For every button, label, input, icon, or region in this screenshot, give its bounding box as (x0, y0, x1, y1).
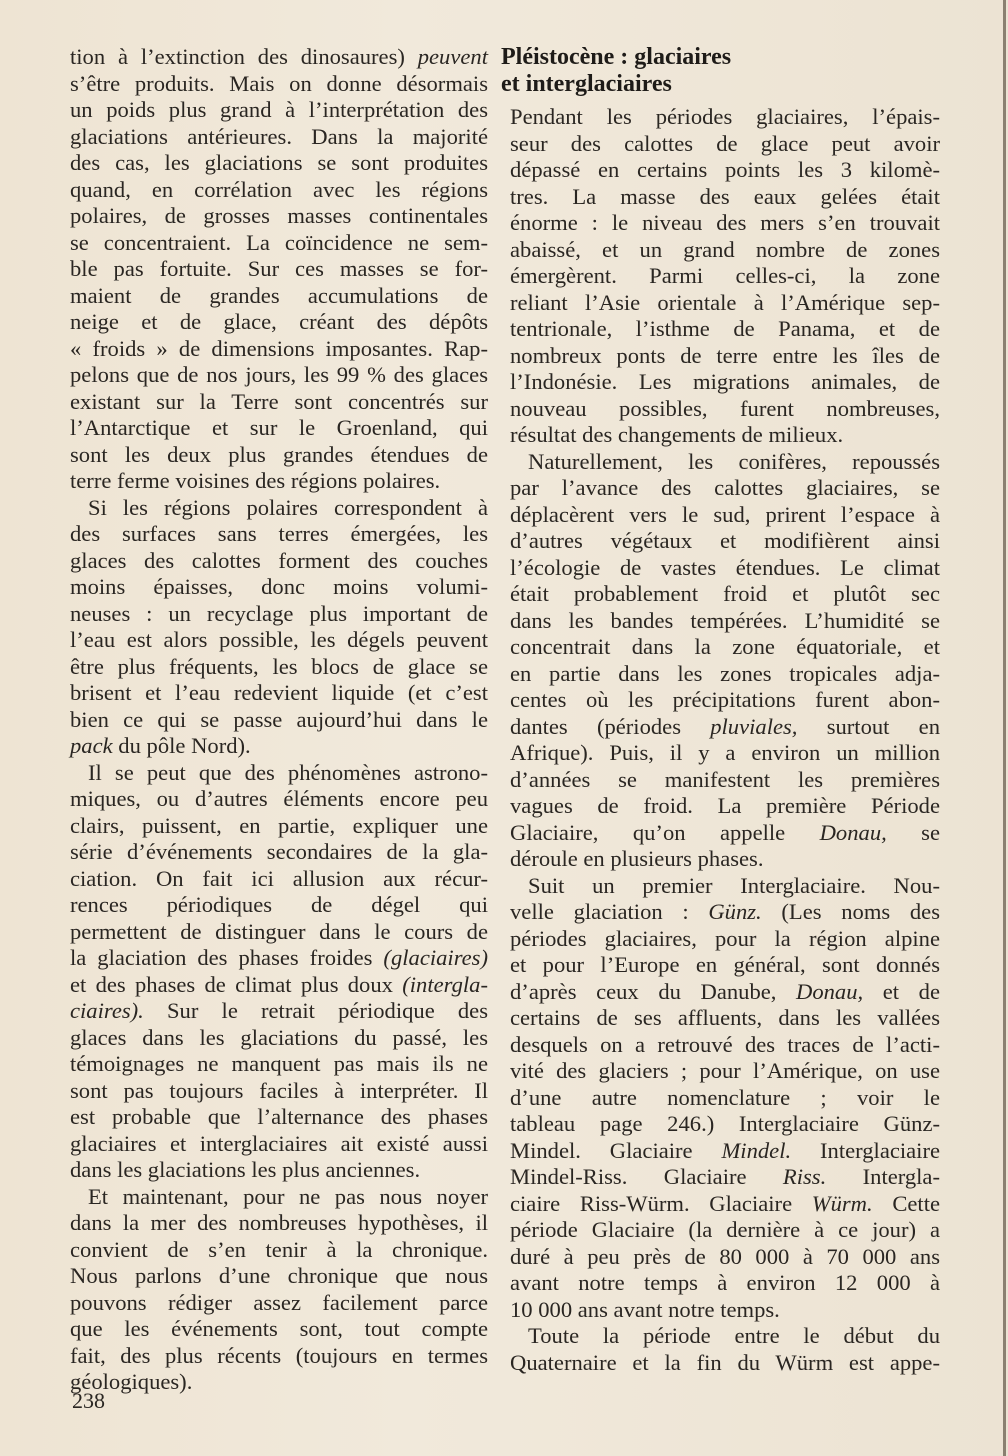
page-number: 238 (72, 1388, 105, 1413)
line-text: nouveau possibles, furent nombreuses, (510, 395, 940, 421)
text-line (510, 1032, 940, 1059)
text-line (70, 150, 488, 177)
text-line (510, 396, 940, 423)
line-text: glaces dans les glaciations du passé, les (70, 1024, 488, 1050)
italic-term: pack (70, 733, 113, 758)
text-line (510, 873, 940, 900)
text-line (510, 422, 940, 449)
text-line (70, 548, 488, 575)
text-line (70, 707, 488, 734)
italic-term: Günz. (708, 899, 762, 924)
text-line (510, 608, 940, 635)
italic-term: Donau, (819, 819, 887, 845)
line-text: desquels on a retrouvé des traces de l’acti- (510, 1031, 940, 1057)
text-line (70, 945, 488, 972)
line-text: sont pas toujours faciles à interpréter. Il (70, 1077, 488, 1103)
line-text: Il se peut que des phénomènes astrono- (88, 759, 488, 785)
line-text: d’une autre nomenclature ; voir le (510, 1084, 940, 1110)
line-text: quand, en corrélation avec les régions (70, 176, 488, 202)
text-line (510, 1085, 940, 1112)
text-line (510, 369, 940, 396)
text-line (70, 1237, 488, 1264)
text-line (510, 263, 940, 290)
italic-term: peuvent (417, 44, 488, 69)
line-text: Si les régions polaires correspondent à (88, 494, 488, 520)
text-line (70, 44, 488, 71)
line-text: l’écologie de vastes étendues. Le climat (510, 554, 940, 580)
text-line (510, 343, 940, 370)
line-text: des surfaces sans terres émergées, les (70, 521, 488, 546)
line-text: maient de grandes accumulations de (70, 282, 488, 308)
line-text: et de (863, 978, 940, 1004)
text-line (70, 1025, 488, 1052)
line-text: par l’avance des calottes glaciaires, se (510, 475, 940, 500)
line-text: « froids » de dimensions imposantes. Rap- (70, 335, 488, 361)
text-line (70, 654, 488, 681)
line-text: 10 000 ans avant notre temps. (510, 1296, 780, 1322)
line-text: concentrait dans la zone équatoriale, et (510, 634, 940, 659)
text-line (510, 449, 940, 476)
text-line (510, 316, 940, 343)
line-text: se (886, 819, 940, 845)
text-line (510, 555, 940, 582)
line-text: était probablement froid et plutôt sec (510, 581, 940, 606)
text-line (510, 846, 940, 873)
line-text: Pendant les périodes glaciaires, l’épais- (510, 104, 940, 129)
line-text: tion à l’extinction des dinosaures) (70, 44, 418, 69)
text-line (70, 998, 488, 1025)
text-line (70, 468, 488, 495)
text-line (70, 362, 488, 389)
text-line (70, 574, 488, 601)
text-line (510, 899, 940, 926)
italic-term: ciaires). (70, 998, 144, 1023)
italic-term: Würm. (811, 1190, 873, 1216)
page-binding-edge (1003, 0, 1006, 1456)
line-text: surtout en (797, 713, 940, 739)
line-text: glaces des calottes forment des couches (70, 547, 488, 573)
line-text: se concentraient. La coïncidence ne sem- (70, 229, 488, 255)
line-text: dépassé en certains points les 3 kilomè- (510, 157, 940, 182)
line-text: série d’événements secondaires de la gla- (70, 839, 488, 864)
text-line (510, 1297, 940, 1324)
line-text: ciaire Riss-Würm. Glaciaire (510, 1190, 812, 1216)
line-text: clairs, puissent, en partie, expliquer une (70, 812, 488, 838)
text-line (70, 972, 488, 999)
left-column (70, 44, 488, 1396)
line-text: Interglaciaire (791, 1137, 941, 1163)
line-text: la glaciation des phases froides (70, 945, 384, 970)
line-text: abaissé, et un grand nombre de zones (510, 236, 940, 262)
line-text: (Les noms des (761, 899, 940, 924)
right-column-body (510, 104, 940, 1376)
line-text: terre ferme voisines des régions polaires. (70, 468, 441, 493)
text-line (70, 680, 488, 707)
line-text: d’années se manifestent les premières (510, 766, 940, 792)
line-text: Afrique). Puis, il y a environ un million (510, 740, 940, 765)
line-text: avant notre temps à environ 12 000 à (510, 1270, 940, 1295)
line-text: nombreux ponts de terre entre les îles de (510, 342, 940, 368)
line-text: dans les glaciations les plus anciennes. (70, 1157, 421, 1182)
text-line (70, 309, 488, 336)
line-text: Nous parlons d’une chronique que nous (70, 1263, 488, 1288)
line-text: est probable que l’alternance des phases (70, 1104, 488, 1129)
text-line (70, 813, 488, 840)
text-line (70, 866, 488, 893)
line-text: témoignages ne manquent pas mais ils ne (70, 1051, 488, 1076)
line-text: moins épaisses, donc moins volumi- (70, 574, 488, 599)
text-line (70, 1263, 488, 1290)
text-line (70, 919, 488, 946)
text-line (510, 661, 940, 688)
line-text: ciation. On fait ici allusion aux récur- (70, 865, 488, 891)
line-text: déroule en plusieurs phases. (510, 846, 764, 871)
line-text: existant sur la Terre sont concentrés sur (70, 388, 488, 414)
line-text: bien ce qui se passe aujourd’hui dans le (70, 706, 488, 732)
line-text: et pour l’Europe en général, sont donnés (510, 952, 940, 977)
line-text: dans la mer des nombreuses hypothèses, il (70, 1210, 488, 1235)
line-text: neuses : un recyclage plus important de (70, 600, 488, 626)
line-text: vagues de froid. La première Période (510, 793, 940, 818)
italic-term: Riss. (782, 1164, 827, 1189)
text-line (510, 1111, 940, 1138)
text-line (70, 1104, 488, 1131)
line-text: et des phases de climat plus doux (70, 971, 403, 997)
text-line (70, 283, 488, 310)
line-text: tres. La masse des eaux gelées était (510, 183, 940, 209)
italic-term: (intergla- (402, 971, 488, 997)
line-text: tableau page 246.) Interglaciaire Günz- (510, 1111, 940, 1136)
right-column (501, 44, 941, 1376)
text-line (70, 760, 488, 787)
text-line (70, 1316, 488, 1343)
text-line (70, 495, 488, 522)
text-line (510, 740, 940, 767)
line-text: neige et de glace, créant des dépôts (70, 309, 488, 334)
line-text: Quaternaire et la fin du Würm est appe- (510, 1349, 940, 1375)
italic-term: Donau, (796, 978, 864, 1004)
line-text: que les événements sont, tout compte (70, 1316, 488, 1341)
text-line (510, 237, 940, 264)
text-line (510, 1323, 940, 1350)
line-text: Sur le retrait périodique des (143, 998, 488, 1023)
text-line (510, 1058, 940, 1085)
line-text: Naturellement, les conifères, repoussés (528, 448, 940, 474)
text-line (70, 124, 488, 151)
text-line (70, 1343, 488, 1370)
line-text: d’après ceux du Danube, (510, 978, 797, 1004)
line-text: centes où les précipitations furent abon- (510, 687, 940, 712)
text-line (510, 793, 940, 820)
text-line (70, 230, 488, 257)
text-line (510, 1138, 940, 1165)
line-text: géologiques). (70, 1369, 193, 1394)
line-text: seur des calottes de glace peut avoir (510, 130, 940, 156)
line-text: Suit un premier Interglaciaire. Nou- (528, 872, 940, 898)
line-text: Intergla- (826, 1164, 940, 1189)
line-text: velle glaciation : (510, 899, 709, 924)
text-line (510, 1164, 940, 1191)
text-line (510, 634, 940, 661)
text-line (510, 581, 940, 608)
line-text: l’Indonésie. Les migrations animales, de (510, 369, 940, 394)
text-line (70, 601, 488, 628)
text-line (70, 1157, 488, 1184)
line-text: s’être produits. Mais on donne désormais (70, 70, 488, 96)
line-text: un poids plus grand à l’interprétation des (70, 97, 488, 122)
text-line (70, 1290, 488, 1317)
line-text: Mindel. Glaciaire (510, 1137, 722, 1163)
section-heading-line-1: Pléistocène : glaciaires (501, 44, 732, 70)
line-text: rences périodiques de dégel qui (70, 892, 488, 917)
text-line (70, 97, 488, 124)
section-heading-line-2: et interglaciaires (501, 71, 672, 97)
line-text: Glaciaire, qu’on appelle (510, 819, 820, 845)
line-text: des cas, les glaciations se sont produites (70, 150, 488, 175)
text-line (510, 767, 940, 794)
text-line (70, 203, 488, 230)
text-line (510, 210, 940, 237)
text-line (70, 1078, 488, 1105)
text-line (510, 979, 940, 1006)
text-line (70, 71, 488, 98)
text-line (510, 1005, 940, 1032)
text-line (510, 1350, 940, 1377)
text-line (70, 1051, 488, 1078)
line-text: miques, ou d’autres éléments encore peu (70, 786, 488, 811)
line-text: duré à peu près de 80 000 à 70 000 ans (510, 1243, 940, 1269)
text-line (510, 157, 940, 184)
line-text: période Glaciaire (la dernière à ce jour) a (510, 1217, 940, 1242)
line-text: tentrionale, l’isthme de Panama, et de (510, 316, 940, 341)
line-text: convient de s’en tenir à la chronique. (70, 1236, 488, 1262)
line-text: dans les bandes tempérées. L’humidité se (510, 607, 940, 633)
line-text: glaciations antérieures. Dans la majorité (70, 123, 488, 149)
line-text: déplacèrent vers le sud, prirent l’espace à (510, 501, 940, 527)
text-line (510, 290, 940, 317)
italic-term: (glaciaires) (383, 945, 488, 970)
text-line (510, 952, 940, 979)
text-line (510, 104, 940, 131)
line-text: glaciaires et interglaciaires ait existé aussi (70, 1130, 488, 1156)
text-line (70, 442, 488, 469)
line-text: polaires, de grosses masses continentales (70, 203, 488, 228)
line-text: dantes (périodes (510, 713, 711, 739)
line-text: Et maintenant, pour ne pas nous noyer (88, 1183, 488, 1209)
text-line (70, 839, 488, 866)
line-text: brisent et l’eau redevient liquide (et c’est (70, 680, 488, 705)
line-text: résultat des changements de milieux. (510, 422, 844, 447)
line-text: pelons que de nos jours, les 99 % des glaces (70, 362, 488, 387)
text-line (70, 336, 488, 363)
text-line (70, 1131, 488, 1158)
text-line (510, 1191, 940, 1218)
line-text: Mindel-Riss. Glaciaire (510, 1164, 783, 1189)
section-heading (501, 44, 940, 98)
line-text: être plus fréquents, les blocs de glace se (70, 653, 488, 679)
text-line (70, 389, 488, 416)
line-text: périodes glaciaires, pour la région alpine (510, 925, 940, 951)
text-line (510, 687, 940, 714)
text-line (510, 131, 940, 158)
text-line (70, 892, 488, 919)
line-text: d’autres végétaux et modifièrent ainsi (510, 528, 940, 553)
line-text: ble pas fortuite. Sur ces masses se for- (70, 256, 488, 281)
text-line (510, 184, 940, 211)
text-line (510, 926, 940, 953)
line-text: Toute la période entre le début du (528, 1323, 940, 1348)
text-line (70, 786, 488, 813)
line-text: certains de ses affluents, dans les vallées (510, 1005, 940, 1030)
text-line (510, 714, 940, 741)
text-line (510, 528, 940, 555)
text-line (70, 1184, 488, 1211)
text-line (510, 1244, 940, 1271)
line-text: permettent de distinguer dans le cours de (70, 918, 488, 944)
text-line (510, 475, 940, 502)
text-line (70, 177, 488, 204)
line-text: émergèrent. Parmi celles-ci, la zone (510, 263, 940, 288)
text-line (70, 627, 488, 654)
line-text: énorme : le niveau des mers s’en trouvait (510, 210, 940, 235)
line-text: en partie dans les zones tropicales adja- (510, 660, 940, 686)
line-text: l’Antarctique et sur le Groenland, qui (70, 415, 488, 440)
line-text: l’eau est alors possible, les dégels peuvent (70, 627, 488, 652)
italic-term: Mindel. (721, 1137, 792, 1163)
line-text: pouvons rédiger assez facilement parce (70, 1289, 488, 1315)
line-text: Cette (872, 1190, 940, 1216)
text-line (70, 1369, 488, 1396)
line-text: vité des glaciers ; pour l’Amérique, on use (510, 1058, 940, 1083)
text-line (510, 1270, 940, 1297)
text-line (510, 1217, 940, 1244)
text-line (70, 521, 488, 548)
line-text: reliant l’Asie orientale à l’Amérique sep- (510, 289, 940, 315)
line-text: fait, des plus récents (toujours en termes (70, 1342, 488, 1368)
text-line (510, 820, 940, 847)
text-line (70, 256, 488, 283)
line-text: sont les deux plus grandes étendues de (70, 441, 488, 467)
text-line (510, 502, 940, 529)
text-line (70, 1210, 488, 1237)
italic-term: pluviales, (710, 713, 798, 739)
text-line (70, 733, 488, 760)
line-text: du pôle Nord). (112, 733, 251, 758)
text-line (70, 415, 488, 442)
